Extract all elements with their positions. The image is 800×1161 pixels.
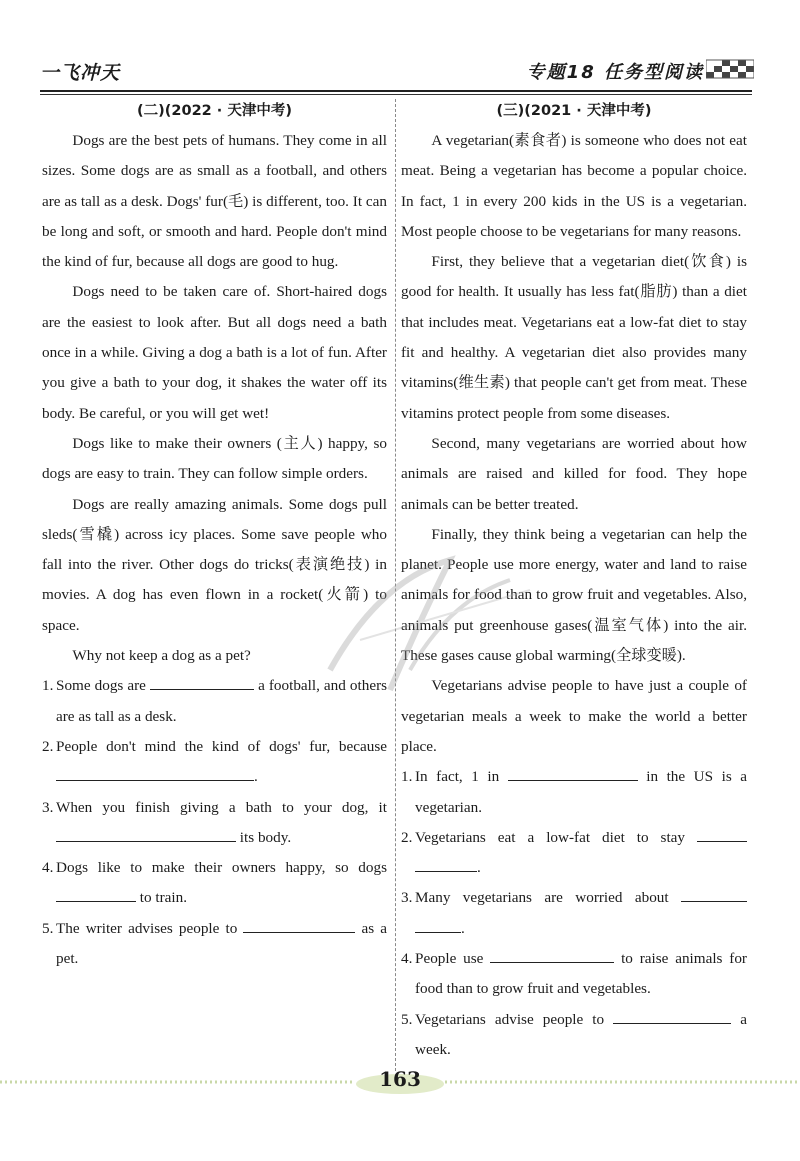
question-number: 1. (42, 677, 54, 695)
answer-blank[interactable] (697, 826, 747, 842)
section-title-left: (二)(2022 · 天津中考) (137, 103, 292, 119)
paragraph: Second, many vegetarians are worried about how animals are raised and killed for food. They hope animals can be better treated. (401, 434, 747, 513)
question-text-end: as a pet. (56, 919, 388, 968)
answer-blank[interactable] (56, 765, 254, 781)
paragraph: A vegetarian(素食者) is someone who does not eat meat. Being a vegetarian has become a popular choice. In fact, 1 in every 200 kids in the US is a vegetarian. Most people choose to be vegetarians for many reasons. (401, 132, 747, 240)
question-text: In fact, 1 in (415, 768, 500, 786)
question-item (42, 732, 387, 793)
question-text: People don't mind the kind of dogs' fur, because (56, 737, 387, 755)
question-text: The writer advises people to (56, 919, 238, 937)
question-number: 3. (42, 798, 54, 816)
question-item (401, 762, 747, 823)
question-number: 5. (401, 1010, 413, 1028)
question-text-end: a week. (415, 1010, 747, 1058)
watermark-logo-icon (300, 520, 560, 720)
question-text: Vegetarians advise people to (415, 1010, 605, 1028)
question-item (42, 914, 387, 975)
question-text-end: to train. (139, 889, 188, 907)
question-text: Some dogs are (56, 677, 146, 695)
question-text: Dogs like to make their owners happy, so dogs (56, 859, 387, 877)
question-number: 5. (42, 919, 54, 937)
question-number: 2. (42, 737, 54, 755)
question-item (42, 853, 387, 914)
question-number: 1. (401, 768, 413, 786)
question-text-end: . (461, 919, 465, 937)
question-item (401, 823, 747, 884)
question-number: 4. (42, 859, 54, 877)
section-title-right: (三)(2021 · 天津中考) (496, 103, 652, 119)
answer-blank-continued[interactable] (415, 917, 461, 933)
paragraph: Dogs are really amazing animals. Some dogs pull sleds(雪橇) across icy places. Some save people who fall into the river. Other dogs do tricks(表演绝技) in movies. A dog has even flown in a rocket(火箭) to space. (42, 495, 387, 634)
question-text: People use (415, 950, 484, 968)
question-text-end: . (254, 768, 258, 786)
page-number: 163 (379, 1067, 421, 1091)
header-rule-bottom (40, 94, 752, 95)
question-text: Vegetarians eat a low-fat diet to stay (415, 828, 686, 846)
paragraph: Dogs need to be taken care of. Short-haired dogs are the easiest to look after. But all dogs need a bath once in a while. Giving a dog a bath is a lot of fun. After you give a bath to your dog, it shakes the water off its body. Be careful, or you will get wet! (42, 283, 387, 422)
answer-blank[interactable] (613, 1007, 731, 1023)
question-item (42, 793, 387, 854)
question-text-end: its body. (239, 828, 292, 846)
answer-blank-continued[interactable] (415, 856, 477, 872)
answer-blank[interactable] (490, 947, 614, 963)
question-text: When you finish giving a bath to your dog, it (56, 798, 387, 816)
answer-blank[interactable] (508, 765, 638, 781)
question-number: 3. (401, 889, 413, 907)
answer-blank[interactable] (681, 886, 747, 902)
question-text-end: a football, and others are as tall as a desk. (56, 677, 388, 725)
question-text-end: to raise animals for food than to grow fruit and vegetables. (415, 950, 747, 998)
page-header (0, 0, 800, 100)
paragraph-closing: Why not keep a dog as a pet? (72, 647, 251, 665)
paragraph: Dogs like to make their owners (主人) happy, so dogs are easy to train. They can follow simple orders. (42, 434, 387, 483)
paragraph: Vegetarians advise people to have just a couple of vegetarian meals a week to make the world a better place. (401, 677, 747, 755)
question-number: 4. (401, 950, 413, 968)
question-text-end: in the US is a vegetarian. (415, 768, 748, 816)
checker-pattern-icon (706, 56, 754, 84)
answer-blank[interactable] (243, 917, 355, 933)
paragraph: Dogs are the best pets of humans. They come in all sizes. Some dogs are as small as a football, and others are as tall as a desk. Dogs' fur(毛) is different, too. It can be long and soft, or smooth and hard. People don't mind the kind of fur, because all dogs are good to hug. (42, 132, 387, 271)
brand-logo: 一飞冲天 (40, 62, 121, 84)
question-number: 2. (401, 828, 413, 846)
question-text: Many vegetarians are worried about (415, 889, 669, 907)
question-text-end: . (477, 859, 481, 877)
question-item (401, 944, 747, 1005)
question-item (401, 1005, 747, 1066)
answer-blank[interactable] (56, 826, 236, 842)
answer-blank[interactable] (150, 674, 254, 690)
topic-title: 专题18 任务型阅读 (526, 62, 704, 83)
header-rule-top (40, 90, 752, 92)
paragraph: First, they believe that a vegetarian diet(饮食) is good for health. It usually has less fat(脂肪) than a diet that includes meat. Vegetarians eat a low-fat diet to stay fit and healthy. A vegetarian diet also provides many vitamins(维生素) that people can't get from meat. These vitamins protect people from some diseases. (401, 253, 747, 422)
paragraph: Finally, they think being a vegetarian can help the planet. People use more energy, water and land to raise animals for food than to grow fruit and vegetables. Also, animals put greenhouse gases(温室气体) into the air. These gases cause global warming(全球变暖). (401, 525, 747, 665)
question-item (401, 883, 747, 944)
answer-blank[interactable] (56, 886, 136, 902)
